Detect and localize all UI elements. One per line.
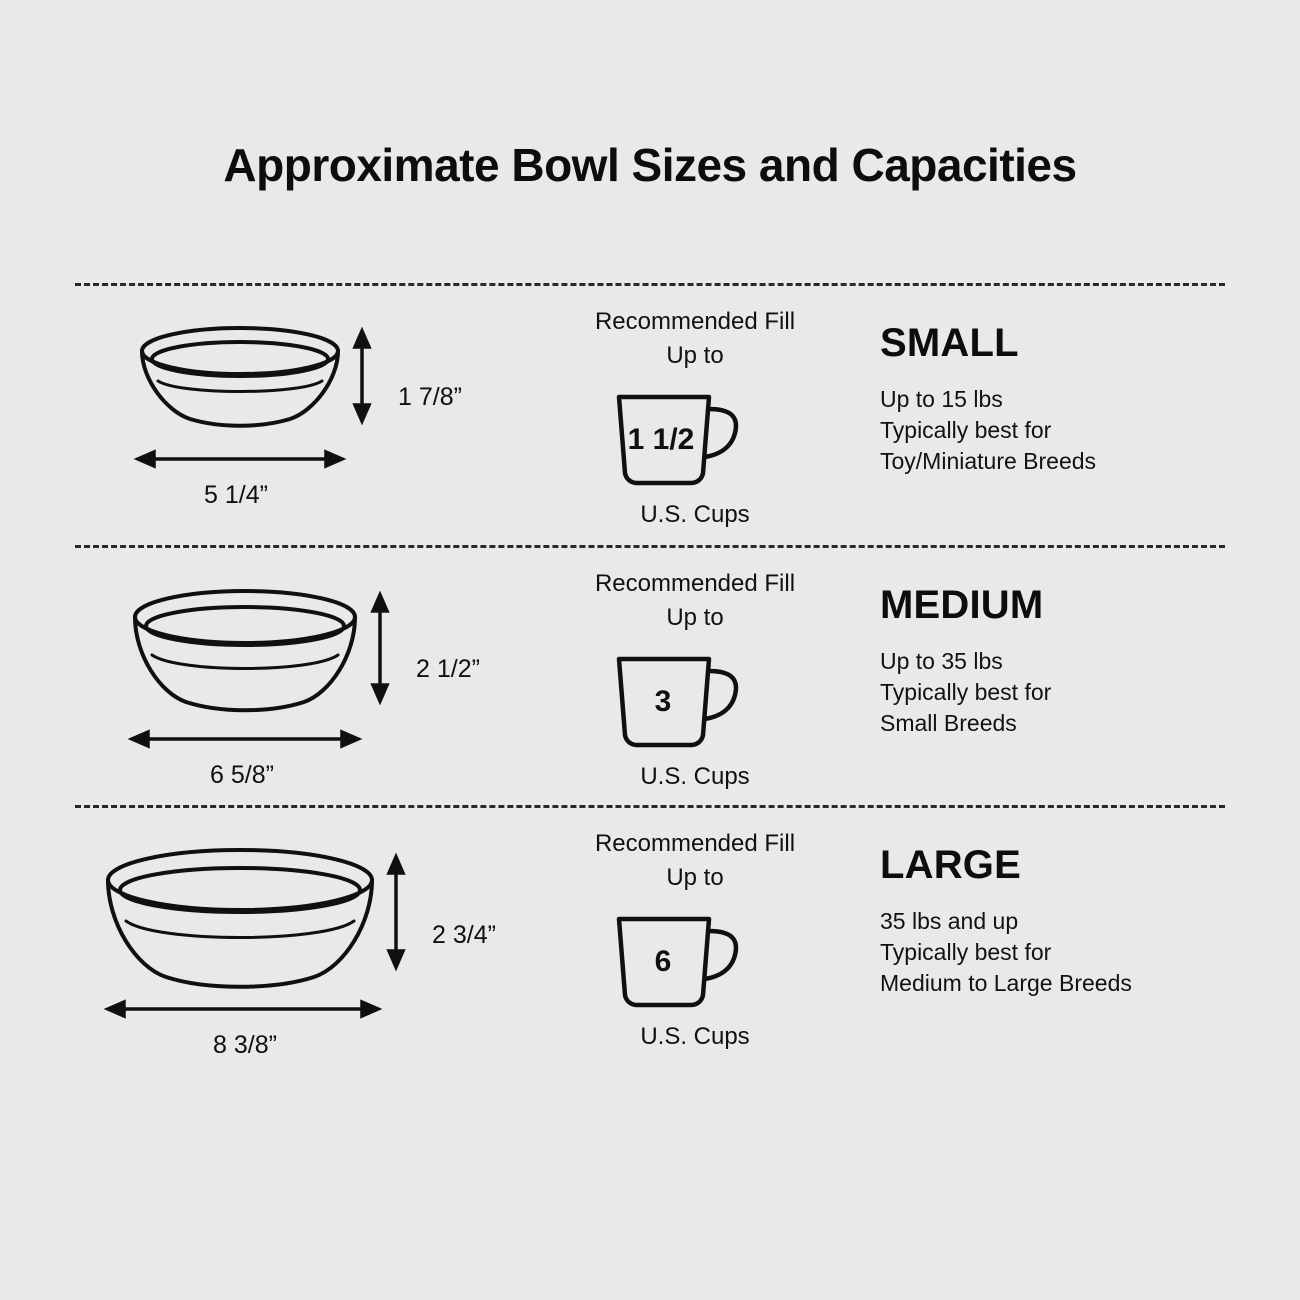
page-title: Approximate Bowl Sizes and Capacities bbox=[223, 139, 1077, 191]
size-desc-medium bbox=[880, 628, 1280, 739]
row-small bbox=[0, 283, 1300, 545]
bowl-diagram-medium bbox=[80, 545, 520, 805]
cup-value-large: 6 bbox=[654, 945, 672, 978]
info-panel-medium bbox=[880, 545, 1280, 805]
size-label-large: LARGE bbox=[880, 843, 1021, 887]
bowl-width-label-small: 5 1/4” bbox=[204, 481, 268, 509]
size-desc-line2-large: Typically best for bbox=[880, 939, 1052, 965]
size-desc-small bbox=[880, 366, 1280, 477]
size-desc-line1-medium: Up to 35 lbs bbox=[880, 648, 1003, 674]
fill-heading-line2-small: Up to bbox=[666, 342, 724, 369]
size-desc-line3-small: Toy/Miniature Breeds bbox=[880, 448, 1097, 474]
fill-units-large: U.S. Cups bbox=[640, 1023, 750, 1050]
fill-units-small: U.S. Cups bbox=[640, 501, 750, 528]
row-large bbox=[0, 805, 1300, 1085]
size-desc-large bbox=[880, 888, 1280, 999]
measuring-cup-large bbox=[520, 899, 870, 1019]
fill-heading-line2-large: Up to bbox=[666, 864, 724, 891]
size-label-medium: MEDIUM bbox=[880, 583, 1044, 627]
fill-panel-medium bbox=[520, 545, 870, 805]
size-desc-line1-large: 35 lbs and up bbox=[880, 908, 1019, 934]
size-desc-line2-medium: Typically best for bbox=[880, 679, 1052, 705]
measuring-cup-icon bbox=[605, 899, 785, 1019]
measuring-cup-small bbox=[520, 377, 870, 497]
fill-heading-line1-small: Recommended Fill bbox=[594, 308, 796, 335]
cup-value-medium: 3 bbox=[654, 685, 672, 718]
cup-value-small: 1 1/2 bbox=[627, 423, 695, 456]
size-desc-line2-small: Typically best for bbox=[880, 417, 1052, 443]
bowl-height-label-medium: 2 1/2” bbox=[416, 655, 480, 683]
measuring-cup-icon bbox=[605, 377, 785, 497]
bowl-height-label-small: 1 7/8” bbox=[398, 383, 462, 411]
fill-units-medium: U.S. Cups bbox=[640, 763, 750, 790]
size-desc-line1-small: Up to 15 lbs bbox=[880, 386, 1003, 412]
size-desc-line3-medium: Small Breeds bbox=[880, 710, 1017, 736]
bowl-height-label-large: 2 3/4” bbox=[432, 921, 496, 949]
measuring-cup-medium bbox=[520, 639, 870, 759]
info-panel-small bbox=[880, 283, 1280, 545]
fill-heading-line1-large: Recommended Fill bbox=[594, 830, 796, 857]
bowl-width-label-large: 8 3/8” bbox=[213, 1031, 277, 1059]
fill-heading-line1-medium: Recommended Fill bbox=[594, 570, 796, 597]
size-desc-line3-large: Medium to Large Breeds bbox=[880, 970, 1132, 996]
size-label-small: SMALL bbox=[880, 321, 1019, 365]
fill-heading-line2-medium: Up to bbox=[666, 604, 724, 631]
bowl-diagram-large bbox=[80, 805, 520, 1085]
row-medium bbox=[0, 545, 1300, 805]
info-panel-large bbox=[880, 805, 1280, 1085]
bowl-width-label-medium: 6 5/8” bbox=[210, 761, 274, 789]
bowl-diagram-small bbox=[80, 283, 520, 545]
fill-panel-small bbox=[520, 283, 870, 545]
fill-panel-large bbox=[520, 805, 870, 1085]
measuring-cup-icon bbox=[605, 639, 785, 759]
